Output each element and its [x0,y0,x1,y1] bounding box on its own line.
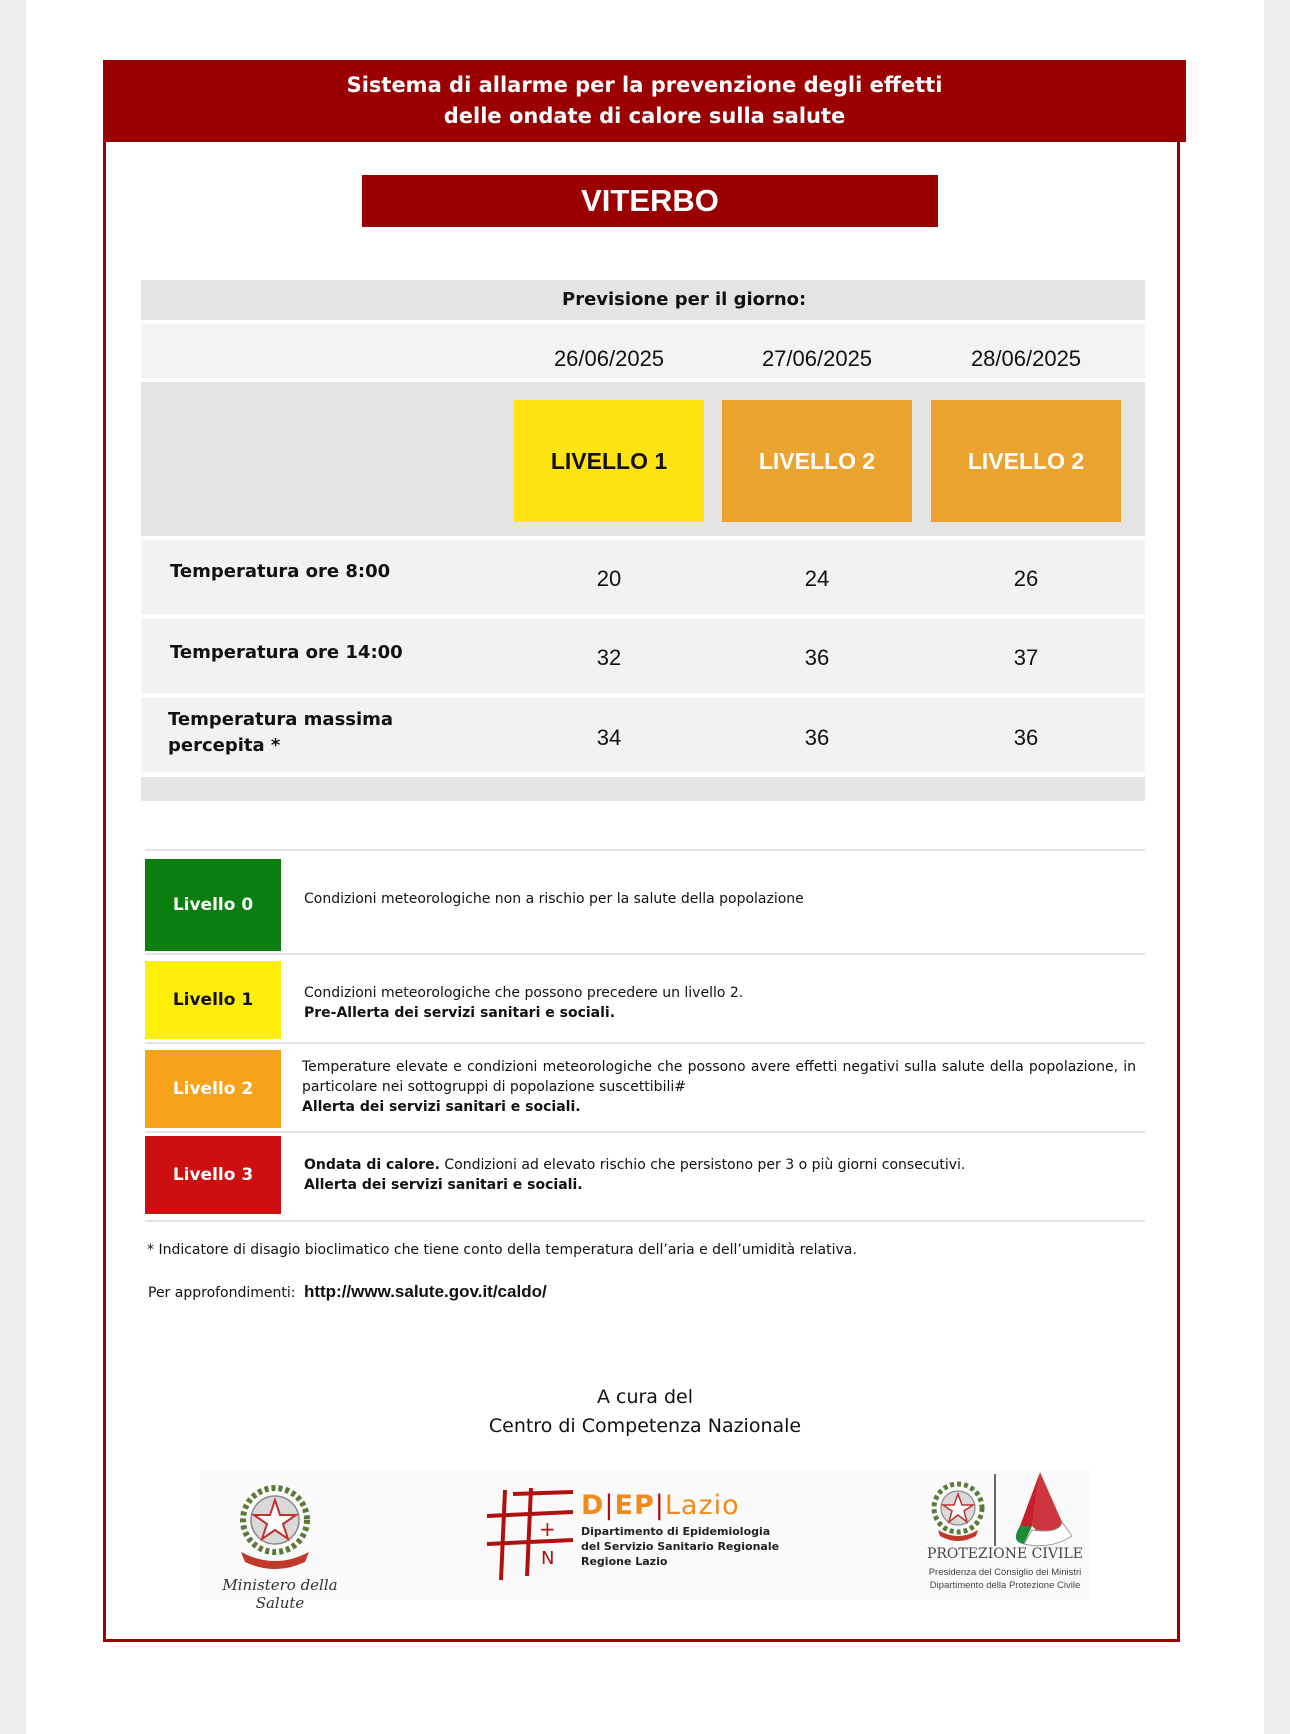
level-badge-day-2: LIVELLO 2 [722,400,912,522]
forecast-label: Previsione per il giorno: [562,289,807,310]
more-info-link[interactable]: http://www.salute.gov.it/caldo/ [303,1282,547,1301]
dep-brand-d: D [581,1490,605,1521]
date-day-3: 28/06/2025 [970,346,1082,371]
protezione-civile-logo [920,1470,1090,1600]
protezione-title: PROTEZIONE CIVILE [926,1546,1084,1562]
legend-divider [145,953,1145,955]
header-line-2: delle ondate di calore sulla salute [443,104,846,128]
protezione-caption [920,1566,1090,1592]
credit [415,1383,875,1441]
footnote: * Indicatore di disagio bioclimatico che tiene conto della temperatura dell’aria e dell’umidità relativa. [147,1242,857,1258]
value-temp-14-day-2: 36 [804,645,830,670]
value-temp-14-day-3: 37 [1013,645,1039,670]
legend-text-level-1 [304,983,1136,1023]
legend-divider [145,849,1145,851]
row-label-temp-8: Temperatura ore 8:00 [170,561,391,582]
value-temp-8-day-2: 24 [804,566,830,591]
credit-line-1: A cura del [596,1386,694,1408]
legend-divider [145,1131,1145,1133]
legend-desc-level-1: Condizioni meteorologiche che possono precedere un livello 2. [304,985,744,1001]
row-label-temp-14: Temperatura ore 14:00 [170,642,403,663]
legend-divider [145,1042,1145,1044]
svg-text:N: N [541,1548,555,1569]
legend-alert-level-2: Allerta dei servizi sanitari e sociali. [302,1099,581,1115]
legend-lead-level-3: Ondata di calore. [304,1157,440,1173]
ministero-caption: Ministero della Salute [222,1576,338,1612]
row-label-perceived-line-1: Temperatura massima [168,709,394,730]
bulletin-header [103,60,1186,142]
table-bottom-band [141,777,1145,801]
value-perceived-day-2: 36 [804,725,830,750]
legend-text-level-0 [304,889,1136,909]
level-badge-day-1: LIVELLO 1 [514,400,704,522]
protezione-caption-line-2: Dipartimento della Protezione Civile [929,1580,1081,1591]
dep-brand: D|EP|Lazio [581,1490,740,1521]
dep-brand-ep: EP [614,1490,655,1521]
italian-emblem-icon [205,1478,355,1578]
row-label-perceived-line-2: percepita * [168,735,281,756]
legend-text-level-3 [304,1155,1136,1195]
level-badge-day-3: LIVELLO 2 [931,400,1121,522]
dep-caption-line-3: Regione Lazio [581,1555,668,1568]
more-info-label: Per approfondimenti: [148,1285,296,1301]
header-line-1: Sistema di allarme per la prevenzione degli effetti [346,73,943,97]
svg-text:+: + [539,1517,556,1541]
ministero-salute-logo [205,1478,355,1612]
legend-desc-level-3: Condizioni ad elevato rischio che persistono per 3 o più giorni consecutivi. [439,1157,966,1173]
legend-chip-level-0: Livello 0 [145,859,281,951]
date-day-1: 26/06/2025 [553,346,665,371]
legend-alert-level-3: Allerta dei servizi sanitari e sociali. [304,1177,583,1193]
value-perceived-day-1: 34 [596,725,622,750]
city-title: VITERBO [362,175,938,227]
credit-line-2: Centro di Competenza Nazionale [488,1415,802,1437]
more-info-line [148,1282,547,1302]
value-temp-14-day-1: 32 [596,645,622,670]
protezione-caption-line-1: Presidenza del Consiglio dei Ministri [928,1567,1082,1578]
legend-chip-level-1: Livello 1 [145,961,281,1039]
legend-desc-level-2: Temperature elevate e condizioni meteorologiche che possono avere effetti negativi sulla salute della popolazione, in particolare nei sottogruppi di popolazione suscettibili# [302,1059,1136,1095]
date-day-2: 27/06/2025 [761,346,873,371]
dep-caption-line-2: del Servizio Sanitario Regionale [581,1540,780,1553]
legend-chip-level-3: Livello 3 [145,1136,281,1214]
dep-caption-line-1: Dipartimento di Epidemiologia [581,1525,771,1538]
dep-brand-lazio: Lazio [664,1490,740,1521]
protezione-civile-emblem-icon [920,1470,1090,1550]
dep-lazio-logo [483,1484,803,1594]
legend-chip-level-2: Livello 2 [145,1050,281,1128]
dep-caption [581,1524,779,1569]
value-perceived-day-3: 36 [1013,725,1039,750]
legend-alert-level-1: Pre-Allerta dei servizi sanitari e sociali. [304,1005,616,1021]
value-temp-8-day-1: 20 [596,566,622,591]
dep-grid-icon [483,1484,578,1584]
legend-divider [145,1220,1145,1222]
legend-text-level-2 [302,1057,1136,1117]
legend-desc-level-0: Condizioni meteorologiche non a rischio per la salute della popolazione [304,891,804,907]
row-label-perceived-temp [168,707,393,759]
value-temp-8-day-3: 26 [1013,566,1039,591]
